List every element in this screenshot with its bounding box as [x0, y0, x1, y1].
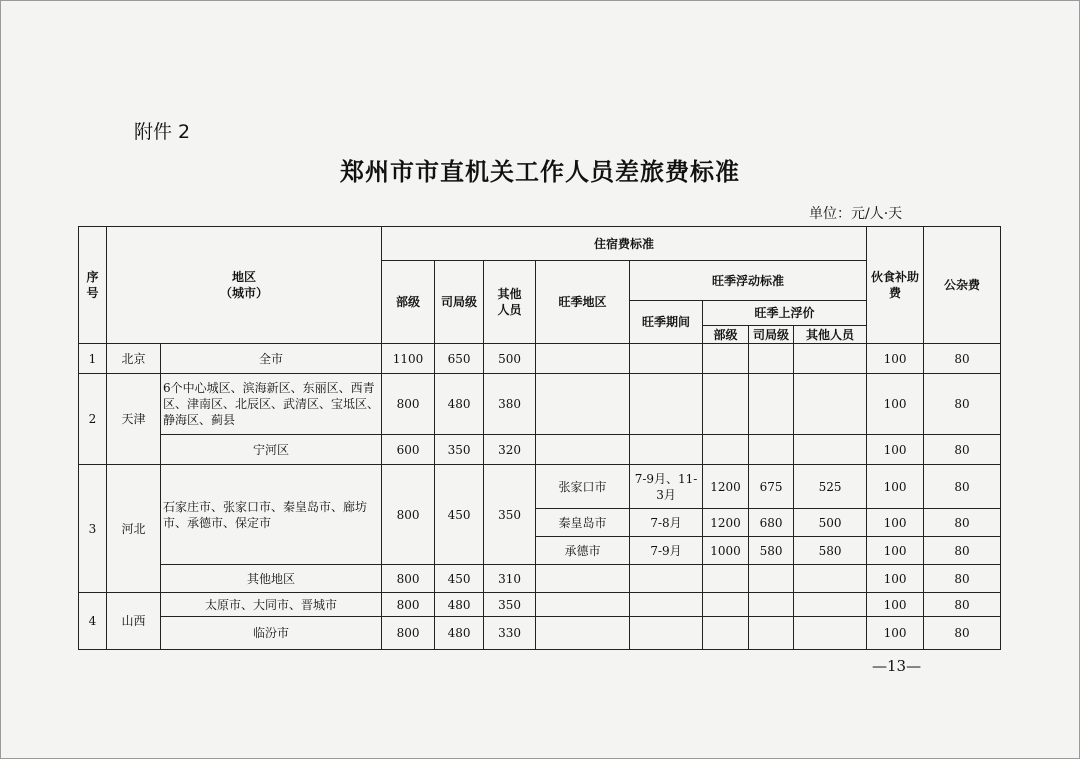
header-peak-region: 旺季地区	[536, 261, 630, 344]
peak-ministerial-cell: 1200	[703, 509, 749, 537]
peak-ministerial-cell	[703, 374, 749, 435]
peak-bureau-cell: 680	[749, 509, 794, 537]
ministerial-cell: 600	[382, 435, 435, 465]
seq-cell: 3	[79, 465, 107, 593]
province-cell: 天津	[107, 374, 161, 465]
peak-others-cell	[794, 344, 867, 374]
others-cell: 380	[484, 374, 536, 435]
misc-cell: 80	[924, 565, 1001, 593]
header-meal-line1: 伙食补助	[871, 270, 920, 284]
others-cell: 500	[484, 344, 536, 374]
table-row	[79, 565, 1001, 593]
peak-region-cell	[536, 617, 630, 650]
misc-cell: 80	[924, 537, 1001, 565]
ministerial-cell: 1100	[382, 344, 435, 374]
meal-cell: 100	[867, 617, 924, 650]
misc-cell: 80	[924, 344, 1001, 374]
peak-region-cell	[536, 435, 630, 465]
peak-period-cell: 7-8月	[630, 509, 703, 537]
peak-ministerial-cell	[703, 565, 749, 593]
header-seq: 序号	[79, 227, 107, 344]
meal-cell: 100	[867, 435, 924, 465]
meal-cell: 100	[867, 344, 924, 374]
others-cell: 310	[484, 565, 536, 593]
table-row	[79, 465, 1001, 509]
ministerial-cell: 800	[382, 565, 435, 593]
header-lodging: 住宿费标准	[382, 227, 867, 261]
header-peak-others: 其他人员	[794, 326, 867, 344]
misc-cell: 80	[924, 374, 1001, 435]
peak-ministerial-cell	[703, 435, 749, 465]
header-others-line1: 其他	[497, 287, 522, 301]
area-cell: 石家庄市、张家口市、秦皇岛市、廊坊市、承德市、保定市	[161, 465, 382, 565]
peak-period-cell	[630, 565, 703, 593]
area-cell: 全市	[161, 344, 382, 374]
ministerial-cell: 800	[382, 617, 435, 650]
meal-cell: 100	[867, 537, 924, 565]
peak-period-cell	[630, 617, 703, 650]
peak-region-cell	[536, 344, 630, 374]
misc-cell: 80	[924, 593, 1001, 617]
peak-period-cell: 7-9月	[630, 537, 703, 565]
peak-bureau-cell: 675	[749, 465, 794, 509]
others-cell: 350	[484, 465, 536, 565]
header-others	[484, 261, 536, 344]
peak-period-cell	[630, 374, 703, 435]
seq-cell: 4	[79, 593, 107, 650]
peak-region-cell: 秦皇岛市	[536, 509, 630, 537]
province-cell: 北京	[107, 344, 161, 374]
travel-expense-table	[78, 226, 1001, 650]
peak-ministerial-cell: 1200	[703, 465, 749, 509]
table-row	[79, 593, 1001, 617]
peak-period-cell	[630, 344, 703, 374]
seq-cell: 1	[79, 344, 107, 374]
peak-period-cell: 7-9月、11-3月	[630, 465, 703, 509]
misc-cell: 80	[924, 509, 1001, 537]
peak-region-cell	[536, 565, 630, 593]
meal-cell: 100	[867, 593, 924, 617]
table-row	[79, 435, 1001, 465]
table-row	[79, 374, 1001, 435]
peak-region-cell: 张家口市	[536, 465, 630, 509]
peak-others-cell	[794, 374, 867, 435]
peak-ministerial-cell	[703, 617, 749, 650]
peak-region-cell	[536, 593, 630, 617]
peak-bureau-cell: 580	[749, 537, 794, 565]
bureau-cell: 350	[435, 435, 484, 465]
meal-cell: 100	[867, 465, 924, 509]
peak-others-cell: 525	[794, 465, 867, 509]
peak-others-cell: 500	[794, 509, 867, 537]
peak-bureau-cell	[749, 617, 794, 650]
peak-bureau-cell	[749, 435, 794, 465]
area-cell: 宁河区	[161, 435, 382, 465]
others-cell: 330	[484, 617, 536, 650]
meal-cell: 100	[867, 374, 924, 435]
peak-bureau-cell	[749, 344, 794, 374]
table-row	[79, 617, 1001, 650]
unit-label: 单位：元/人·天	[809, 206, 903, 222]
header-region	[107, 227, 382, 344]
header-ministerial: 部级	[382, 261, 435, 344]
area-cell: 6个中心城区、滨海新区、东丽区、西青区、津南区、北辰区、武清区、宝坻区、静海区、蓟县	[161, 374, 382, 435]
area-cell: 太原市、大同市、晋城市	[161, 593, 382, 617]
meal-cell: 100	[867, 509, 924, 537]
bureau-cell: 480	[435, 374, 484, 435]
bureau-cell: 650	[435, 344, 484, 374]
peak-others-cell	[794, 593, 867, 617]
header-meal-line2: 费	[889, 286, 902, 300]
peak-ministerial-cell	[703, 344, 749, 374]
header-row	[79, 227, 1001, 261]
header-bureau: 司局级	[435, 261, 484, 344]
ministerial-cell: 800	[382, 374, 435, 435]
table-row	[79, 344, 1001, 374]
bureau-cell: 480	[435, 593, 484, 617]
peak-period-cell	[630, 593, 703, 617]
peak-others-cell	[794, 435, 867, 465]
area-cell: 临汾市	[161, 617, 382, 650]
peak-region-cell	[536, 374, 630, 435]
peak-bureau-cell	[749, 593, 794, 617]
header-misc: 公杂费	[924, 227, 1001, 344]
header-peak-ministerial: 部级	[703, 326, 749, 344]
peak-others-cell: 580	[794, 537, 867, 565]
peak-others-cell	[794, 565, 867, 593]
peak-region-cell: 承德市	[536, 537, 630, 565]
others-cell: 320	[484, 435, 536, 465]
misc-cell: 80	[924, 435, 1001, 465]
page-number: —13—	[872, 657, 922, 675]
peak-others-cell	[794, 617, 867, 650]
header-meal	[867, 227, 924, 344]
peak-bureau-cell	[749, 374, 794, 435]
bureau-cell: 480	[435, 617, 484, 650]
misc-cell: 80	[924, 465, 1001, 509]
peak-ministerial-cell: 1000	[703, 537, 749, 565]
ministerial-cell: 800	[382, 593, 435, 617]
bureau-cell: 450	[435, 465, 484, 565]
peak-bureau-cell	[749, 565, 794, 593]
header-region-line1: 地区	[232, 270, 257, 284]
ministerial-cell: 800	[382, 465, 435, 565]
others-cell: 350	[484, 593, 536, 617]
province-cell: 山西	[107, 593, 161, 650]
misc-cell: 80	[924, 617, 1001, 650]
bureau-cell: 450	[435, 565, 484, 593]
attachment-label: 附件 2	[134, 121, 191, 143]
header-peak-period: 旺季期间	[630, 301, 703, 344]
header-peak-bureau: 司局级	[749, 326, 794, 344]
seq-cell: 2	[79, 374, 107, 465]
peak-ministerial-cell	[703, 593, 749, 617]
header-others-line2: 人员	[497, 303, 522, 317]
peak-period-cell	[630, 435, 703, 465]
area-cell: 其他地区	[161, 565, 382, 593]
header-peak-float: 旺季浮动标准	[630, 261, 867, 301]
province-cell: 河北	[107, 465, 161, 593]
header-region-line2: （城市）	[220, 286, 269, 300]
document-title: 郑州市市直机关工作人员差旅费标准	[340, 157, 740, 186]
meal-cell: 100	[867, 565, 924, 593]
header-peak-up: 旺季上浮价	[703, 301, 867, 326]
